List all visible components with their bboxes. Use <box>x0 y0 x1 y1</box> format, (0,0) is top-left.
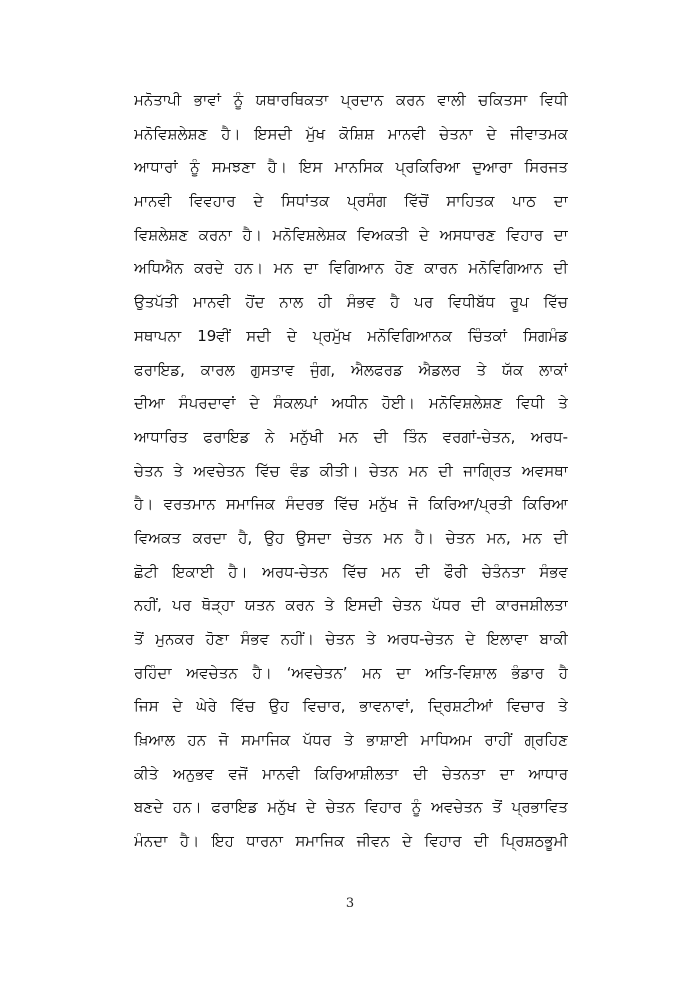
text-line: ਵਿਸ਼ਲੇਸ਼ਣ ਕਰਨਾ ਹੈ। ਮਨੋਵਿਸ਼ਲੇਸ਼ਕ ਵਿਅਕਤੀ ਦੇ ਅਸਧਾਰਣ ਵਿਹਾਰ ਦਾ <box>134 225 568 244</box>
text-line: ਬਣਦੇ ਹਨ। ਫਰਾਇਡ ਮਨੁੱਖ ਦੇ ਚੇਤਨ ਵਿਹਾਰ ਨੂੰ ਅਵਚੇਤਨ ਤੋਂ ਪ੍ਰਭਾਵਿਤ <box>134 798 568 817</box>
text-line: ਜਿਸ ਦੇ ਘੇਰੇ ਵਿੱਚ ਉਹ ਵਿਚਾਰ, ਭਾਵਨਾਵਾਂ, ਦ੍ਰਿਸ਼ਟੀਆਂ ਵਿਚਾਰ ਤੇ <box>134 697 568 716</box>
text-line: ਸਥਾਪਨਾ 19ਵੀਂ ਸਦੀ ਦੇ ਪ੍ਰਮੁੱਖ ਮਨੋਵਿਗਿਆਨਕ ਚਿੰਤਕਾਂ ਸਿਗਮੰਡ <box>134 326 568 345</box>
text-line: ਮੰਨਦਾ ਹੈ। ਇਹ ਧਾਰਨਾ ਸਮਾਜਿਕ ਜੀਵਨ ਦੇ ਵਿਹਾਰ ਦੀ ਪ੍ਰਿਸ਼ਠਭੂਮੀ <box>134 832 568 851</box>
text-line: ਨਹੀਂ, ਪਰ ਥੋੜ੍ਹਾ ਯਤਨ ਕਰਨ ਤੇ ਇਸਦੀ ਚੇਤਨ ਪੱਧਰ ਦੀ ਕਾਰਜਸ਼ੀਲਤਾ <box>134 596 568 615</box>
text-line: ਫਰਾਇਡ, ਕਾਰਲ ਗੁਸਤਾਵ ਜੁੰਗ, ਐਲਫਰਡ ਐਡਲਰ ਤੇ ਯੱਕ ਲਾਕਾਂ <box>134 360 568 379</box>
text-line: ਦੀਆ ਸੰਪਰਦਾਵਾਂ ਦੇ ਸੰਕਲਪਾਂ ਅਧੀਨ ਹੋਈ। ਮਨੋਵਿਸ਼ਲੇਸ਼ਣ ਵਿਧੀ ਤੇ <box>134 394 568 413</box>
text-line: ਆਧਾਰਿਤ ਫਰਾਇਡ ਨੇ ਮਨੁੱਖੀ ਮਨ ਦੀ ਤਿੰਨ ਵਰਗਾਂ-ਚੇਤਨ, ਅਰਧ- <box>134 427 568 446</box>
text-line: ਉਤਪੱਤੀ ਮਾਨਵੀ ਹੋਂਦ ਨਾਲ ਹੀ ਸੰਭਵ ਹੈ ਪਰ ਵਿਧੀਬੱਧ ਰੂਪ ਵਿੱਚ <box>134 293 568 312</box>
text-line: ਹੈ। ਵਰਤਮਾਨ ਸਮਾਜਿਕ ਸੰਦਰਭ ਵਿੱਚ ਮਨੁੱਖ ਜੋ ਕਿਰਿਆ/ਪ੍ਰਤੀ ਕਿਰਿਆ <box>134 495 568 514</box>
text-line: ਆਧਾਰਾਂ ਨੂੰ ਸਮਝਣਾ ਹੈ। ਇਸ ਮਾਨਸਿਕ ਪ੍ਰਕਿਰਿਆ ਦੁਆਰਾ ਸਿਰਜਤ <box>134 158 568 177</box>
body-text <box>134 84 568 859</box>
text-line: ਰਹਿੰਦਾ ਅਵਚੇਤਨ ਹੈ। ‘ਅਵਚੇਤਨ’ ਮਨ ਦਾ ਅਤਿ-ਵਿਸ਼ਾਲ ਭੰਡਾਰ ਹੈ <box>134 663 568 682</box>
text-line: ਅਧਿਐਨ ਕਰਦੇ ਹਨ। ਮਨ ਦਾ ਵਿਗਿਆਨ ਹੋਣ ਕਾਰਨ ਮਨੋਵਿਗਿਆਨ ਦੀ <box>134 259 568 278</box>
page-number: 3 <box>345 896 355 911</box>
text-line: ਚੇਤਨ ਤੇ ਅਵਚੇਤਨ ਵਿੱਚ ਵੰਡ ਕੀਤੀ। ਚੇਤਨ ਮਨ ਦੀ ਜਾਗ੍ਰਿਤ ਅਵਸਥਾ <box>134 461 568 480</box>
text-line: ਮਨੋਤਾਪੀ ਭਾਵਾਂ ਨੂੰ ਯਥਾਰਥਿਕਤਾ ਪ੍ਰਦਾਨ ਕਰਨ ਵਾਲੀ ਚਕਿਤਸਾ ਵਿਧੀ <box>134 91 568 109</box>
text-line: ਤੋਂ ਮੁਨਕਰ ਹੋਣਾ ਸੰਭਵ ਨਹੀਂ। ਚੇਤਨ ਤੇ ਅਰਧ-ਚੇਤਨ ਦੇ ਇਲਾਵਾ ਬਾਕੀ <box>134 630 568 648</box>
text-line: ਛੋਟੀ ਇਕਾਈ ਹੈ। ਅਰਧ-ਚੇਤਨ ਵਿੱਚ ਮਨ ਦੀ ਫੌਰੀ ਚੇਤੰਨਤਾ ਸੰਭਵ <box>134 562 568 581</box>
text-line: ਮਨੋਵਿਸ਼ਲੇਸ਼ਣ ਹੈ। ਇਸਦੀ ਮੁੱਖ ਕੋਸ਼ਿਸ਼ ਮਾਨਵੀ ਚੇਤਨਾ ਦੇ ਜੀਵਾਤਮਕ <box>134 124 568 143</box>
text-line: ਵਿਅਕਤ ਕਰਦਾ ਹੈ, ਉਹ ਉਸਦਾ ਚੇਤਨ ਮਨ ਹੈ। ਚੇਤਨ ਮਨ, ਮਨ ਦੀ <box>134 528 568 547</box>
text-line: ਖ਼ਿਆਲ ਹਨ ਜੋ ਸਮਾਜਿਕ ਪੱਧਰ ਤੇ ਭਾਸ਼ਾਈ ਮਾਧਿਅਮ ਰਾਹੀਂ ਗ੍ਰਹਿਣ <box>134 731 568 750</box>
text-line: ਮਾਨਵੀ ਵਿਵਹਾਰ ਦੇ ਸਿਧਾਂਤਕ ਪ੍ਰਸੰਗ ਵਿੱਚੋਂ ਸਾਹਿਤਕ ਪਾਠ ਦਾ <box>134 192 568 211</box>
text-line: ਕੀਤੇ ਅਨੁਭਵ ਵਜੋਂ ਮਾਨਵੀ ਕਿਰਿਆਸ਼ੀਲਤਾ ਦੀ ਚੇਤਨਤਾ ਦਾ ਆਧਾਰ <box>134 764 568 783</box>
